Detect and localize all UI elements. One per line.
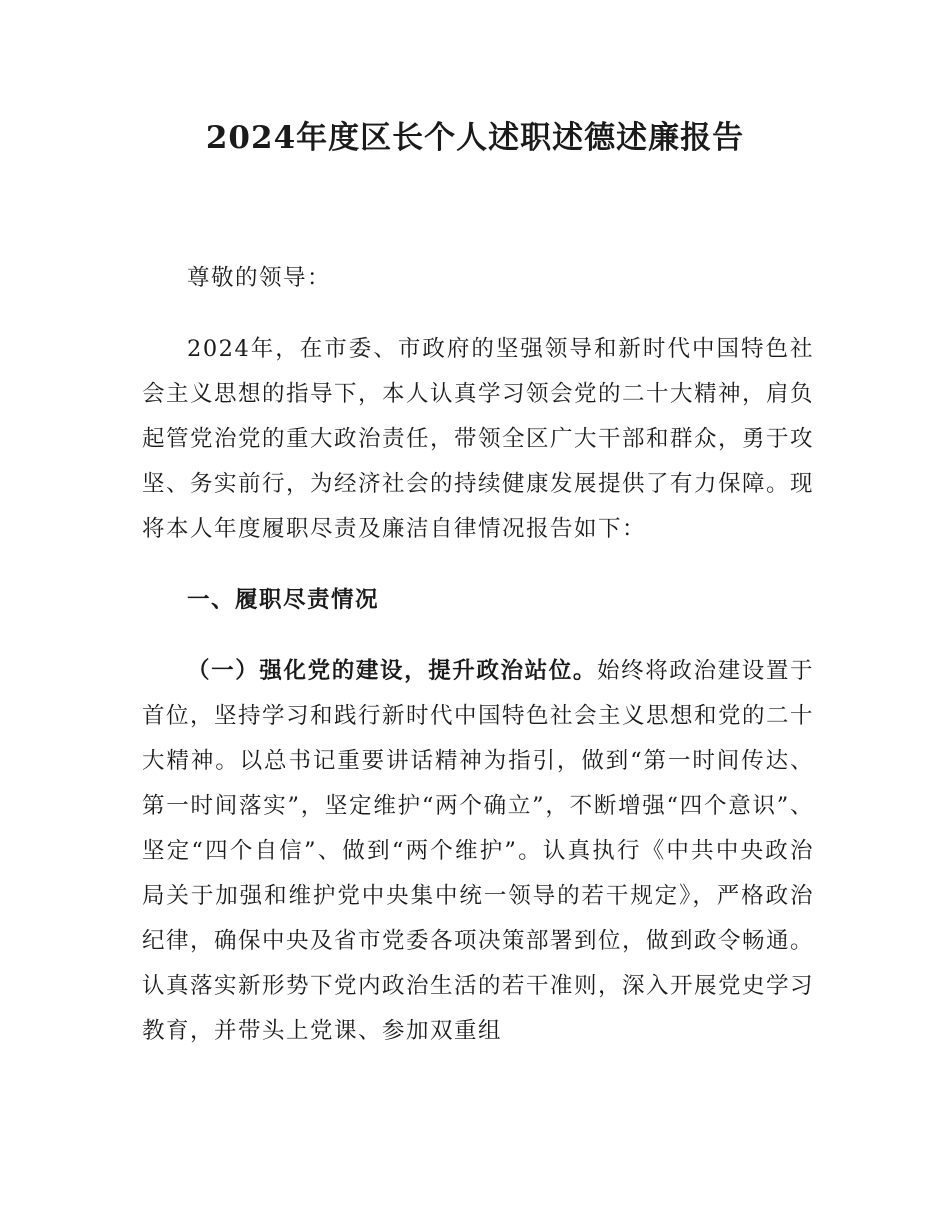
intro-paragraph: 2024年，在市委、市政府的坚强领导和新时代中国特色社会主义思想的指导下，本人认真学习领会党的二十大精神，肩负起管党治党的重大政治责任，带领全区广大干部和群众，勇于攻坚、务实前行，为经济社会的持续健康发展提供了有力保障。现将本人年度履职尽责及廉洁自律情况报告如下：: [142, 336, 815, 542]
section-heading: 一、履职尽责情况: [187, 587, 380, 613]
subsection-text: 始终将政治建设置于首位，坚持学习和践行新时代中国特色社会主义思想和党的二十大精神。以总书记重要讲话精神为指引，做到“第一时间传达、第一时间落实”，坚定维护“两个确立”，不断增强“四个意识”、坚定“四个自信”、做到“两个维护”。认真执行《中共中央政治局关于加强和维护党中央集中统一领导的若干规定》，严格政治纪律，确保中央及省市党委各项决策部署到位，做到政令畅通。认真落实新形势下党内政治生活的若干准则，深入开展党史学习教育，并带头上党课、参加双重组: [142, 658, 815, 1044]
subsection-lead: （一）强化党的建设，提升政治站位。: [187, 658, 598, 684]
salutation: 尊敬的领导：: [187, 265, 332, 291]
document-title: 2024年度区长个人述职述德述廉报告: [205, 120, 745, 156]
subsection-paragraph: [142, 649, 814, 1054]
document-body: [142, 256, 814, 1054]
